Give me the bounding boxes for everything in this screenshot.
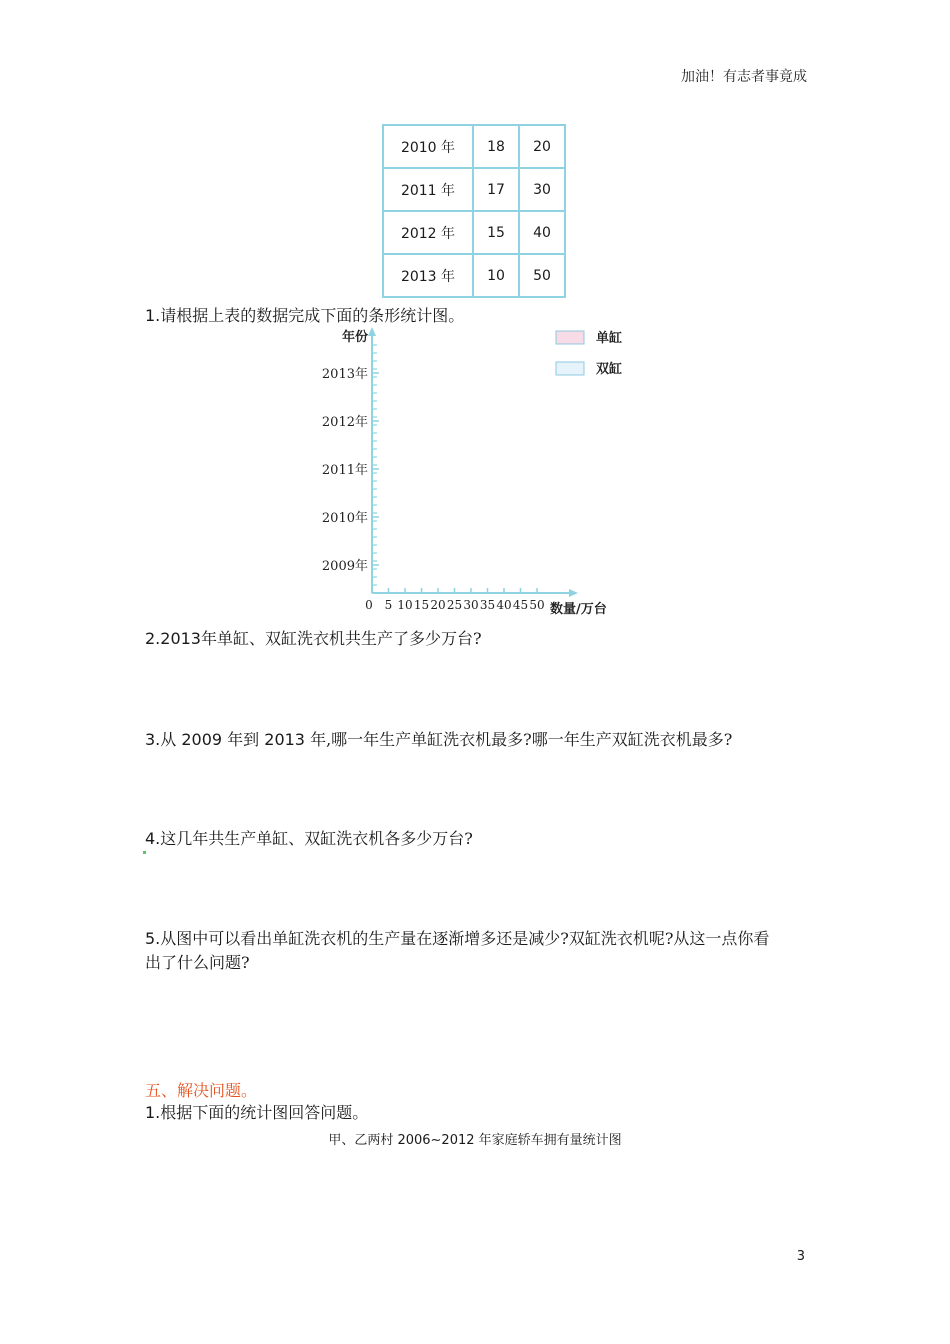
question-text: 根据下面的统计图回答问题。: [160, 1103, 369, 1122]
question-text: 年单缸、双缸洗衣机共生产了多少万台?: [200, 629, 482, 648]
year-number: 2009: [181, 730, 223, 749]
y-tick-label: 2012年: [321, 415, 368, 430]
question-number: 3.: [145, 730, 161, 749]
section-title: 五、解决问题。: [145, 1081, 258, 1100]
legend-swatch: [556, 331, 584, 344]
x-tick-label: 20: [430, 598, 446, 612]
question-2: [145, 627, 482, 651]
table-cell-year: 2011 年: [383, 168, 473, 211]
year-number: 2013: [264, 730, 305, 749]
question-number: 5.: [145, 929, 161, 948]
marker-dot: [143, 851, 146, 854]
table-cell-double: 50: [519, 254, 565, 297]
y-tick-label: 2011年: [321, 463, 368, 478]
legend-label: 双缸: [596, 362, 623, 377]
question-text: 请根据上表的数据完成下面的条形统计图。: [160, 306, 465, 325]
x-axis-arrow: [569, 589, 578, 597]
data-table: [382, 124, 566, 298]
x-tick-label: 0: [365, 598, 373, 612]
table-row: [383, 254, 565, 297]
table-cell-single: 10: [473, 254, 519, 297]
table-cell-year: 2013 年: [383, 254, 473, 297]
table-row: [383, 211, 565, 254]
table-cell-double: 40: [519, 211, 565, 254]
question-number: 2.2013: [145, 629, 201, 648]
x-tick-label: 50: [529, 598, 545, 612]
x-tick-label: 45: [512, 598, 529, 612]
chart-caption: 甲、乙两村 2006~2012 年家庭轿车拥有量统计图: [328, 1133, 622, 1148]
x-tick-label: 10: [397, 598, 413, 612]
question-text: 这几年共生产单缸、双缸洗衣机各多少万台?: [160, 829, 473, 848]
y-tick-label: 2009年: [321, 559, 368, 574]
table-cell-year: 2012 年: [383, 211, 473, 254]
question-3: [145, 728, 732, 752]
table-row: [383, 168, 565, 211]
x-axis-title: 数量/万台: [550, 602, 607, 617]
question-4: [145, 827, 473, 851]
question-number: 1.: [145, 306, 161, 325]
table-cell-double: 20: [519, 125, 565, 168]
x-tick-label: 35: [479, 598, 496, 612]
question-number: 4.: [145, 829, 161, 848]
question-5: [145, 927, 810, 975]
question-text: 出了什么问题?: [145, 953, 250, 972]
header-motto: 加油！有志者事竟成: [681, 69, 807, 85]
y-tick-label: 2010年: [321, 511, 368, 526]
table-row: [383, 125, 565, 168]
x-tick-label: 5: [384, 598, 393, 612]
question-number: 1.: [145, 1103, 161, 1122]
table-cell-double: 30: [519, 168, 565, 211]
page-number: 3: [796, 1249, 805, 1264]
table-cell-year: 2010 年: [383, 125, 473, 168]
table-cell-single: 18: [473, 125, 519, 168]
question-text: 年到: [222, 730, 265, 749]
legend-swatch: [556, 362, 584, 375]
y-axis-title: 年份: [341, 330, 368, 345]
x-tick-label: 15: [413, 598, 430, 612]
x-tick-label: 25: [446, 598, 463, 612]
x-tick-label: 30: [463, 598, 479, 612]
legend-label: 单缸: [596, 331, 623, 346]
table-cell-single: 15: [473, 211, 519, 254]
section5-question-1: [145, 1101, 368, 1125]
question-text: 从: [160, 730, 182, 749]
x-tick-label: 40: [496, 598, 512, 612]
question-text: 年,哪一年生产单缸洗衣机最多?哪一年生产双缸洗衣机最多?: [304, 730, 733, 749]
table-cell-single: 17: [473, 168, 519, 211]
question-text: 从图中可以看出单缸洗衣机的生产量在逐渐增多还是减少?双缸洗衣机呢?从这一点你看: [160, 929, 770, 948]
y-axis-arrow: [368, 327, 376, 336]
y-tick-label: 2013年: [321, 367, 368, 382]
bar-chart: [310, 325, 650, 625]
